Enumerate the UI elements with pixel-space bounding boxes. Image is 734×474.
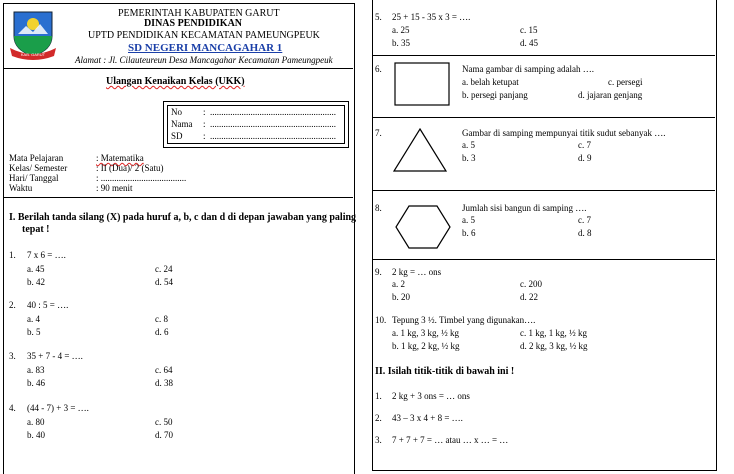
id-dots-sd[interactable]: ........................................................ — [210, 131, 336, 141]
option-b[interactable]: b. 46 — [27, 378, 45, 388]
option-d[interactable]: d. 2 kg, 3 kg, ½ kg — [520, 341, 588, 351]
question-number: 2. — [9, 300, 16, 310]
square-icon — [394, 62, 450, 106]
id-sep-sd: : — [203, 131, 206, 141]
unit-name: UPTD PENDIDIKAN KECAMATAN PAMEUNGPEUK — [88, 30, 320, 41]
option-a[interactable]: a. 4 — [27, 314, 40, 324]
section2-title: II. Isilah titik-titik di bawah ini ! — [375, 366, 515, 377]
option-b[interactable]: b. 5 — [27, 327, 41, 337]
gov-name: PEMERINTAH KABUPATEN GARUT — [118, 8, 280, 19]
info-value-time: : 90 menit — [96, 183, 133, 193]
divider — [372, 55, 715, 56]
id-label-sd: SD — [171, 131, 183, 141]
section1-instruction: I. Berilah tanda silang (X) pada huruf a, b, c dan d di depan jawaban yang paling — [9, 212, 357, 223]
option-c[interactable]: c. 7 — [578, 140, 591, 150]
option-c[interactable]: c. 200 — [520, 279, 542, 289]
option-c[interactable]: c. 24 — [155, 264, 173, 274]
id-label-no: No — [171, 107, 182, 117]
option-c[interactable]: c. 8 — [155, 314, 168, 324]
option-a[interactable]: a. belah ketupat — [462, 77, 519, 87]
info-value-date: : ...................................... — [96, 173, 187, 183]
option-b[interactable]: b. 1 kg, 2 kg, ½ kg — [392, 341, 460, 351]
divider — [372, 117, 715, 118]
option-a[interactable]: a. 2 — [392, 279, 405, 289]
question-text: 25 + 15 - 35 x 3 = …. — [392, 12, 471, 22]
left-page — [0, 0, 355, 466]
info-label-subject: Mata Pelajaran — [9, 153, 64, 163]
school-address: Alamat : Jl. Cilauteureun Desa Mancagahar Kecamatan Pameungpeuk — [75, 55, 333, 65]
option-b[interactable]: b. 40 — [27, 430, 45, 440]
question-text: Nama gambar di samping adalah …. — [462, 64, 594, 74]
option-a[interactable]: a. 5 — [462, 140, 475, 150]
option-c[interactable]: c. 15 — [520, 25, 538, 35]
item-text: 7 + 7 + 7 = … atau … x … = … — [392, 435, 509, 445]
id-dots-no[interactable]: ........................................................ — [210, 107, 336, 117]
option-d[interactable]: d. 9 — [578, 153, 592, 163]
item-number: 3. — [375, 435, 382, 445]
option-b[interactable]: b. 3 — [462, 153, 476, 163]
id-dots-name[interactable]: ........................................................ — [210, 119, 336, 129]
option-d[interactable]: d. 8 — [578, 228, 592, 238]
info-label-class: Kelas/ Semester — [9, 163, 68, 173]
question-text: (44 - 7) + 3 = …. — [27, 403, 89, 413]
option-b[interactable]: b. 20 — [392, 292, 410, 302]
option-c[interactable]: c. 64 — [155, 365, 173, 375]
item-number: 2. — [375, 413, 382, 423]
item-text: 43 – 3 x 4 + 8 = …. — [392, 413, 463, 423]
option-c[interactable]: c. 50 — [155, 417, 173, 427]
divider — [372, 190, 715, 191]
right-page — [372, 0, 717, 466]
option-b[interactable]: b. persegi panjang — [462, 90, 528, 100]
id-sep-no: : — [203, 107, 206, 117]
question-number: 5. — [375, 12, 382, 22]
option-a[interactable]: a. 83 — [27, 365, 45, 375]
school-name: SD NEGERI MANCAGAHAR 1 — [128, 42, 283, 54]
exam-title: Ulangan Kenaikan Kelas (UKK) — [106, 76, 245, 87]
info-label-time: Waktu — [9, 183, 33, 193]
option-c[interactable]: c. 1 kg, 1 kg, ½ kg — [520, 328, 587, 338]
option-d[interactable]: d. 22 — [520, 292, 538, 302]
option-b[interactable]: b. 6 — [462, 228, 476, 238]
info-value-class: : II (Dua)/ 2 (Satu) — [96, 163, 164, 173]
district-logo-icon — [8, 8, 58, 60]
option-a[interactable]: a. 25 — [392, 25, 410, 35]
option-d[interactable]: d. 45 — [520, 38, 538, 48]
option-c[interactable]: c. 7 — [578, 215, 591, 225]
question-number: 10. — [375, 315, 387, 325]
option-d[interactable]: d. 6 — [155, 327, 169, 337]
question-text: Jumlah sisi bangun di samping …. — [462, 203, 587, 213]
option-d[interactable]: d. jajaran genjang — [578, 90, 643, 100]
header-divider — [3, 68, 353, 69]
question-text: 2 kg = … ons — [392, 267, 442, 277]
section1-instruction-cont: tepat ! — [22, 224, 50, 235]
question-number: 7. — [375, 128, 382, 138]
option-d[interactable]: d. 54 — [155, 277, 173, 287]
item-text: 2 kg + 3 ons = … ons — [392, 391, 470, 401]
dept-name: DINAS PENDIDIKAN — [143, 18, 243, 29]
option-d[interactable]: d. 70 — [155, 430, 173, 440]
question-number: 8. — [375, 203, 382, 213]
divider — [372, 259, 715, 260]
question-number: 1. — [9, 250, 16, 260]
option-c[interactable]: c. persegi — [608, 77, 643, 87]
question-number: 9. — [375, 267, 382, 277]
question-text: 35 + 7 - 4 = …. — [27, 351, 83, 361]
option-a[interactable]: a. 80 — [27, 417, 45, 427]
question-text: 7 x 6 = …. — [27, 250, 66, 260]
question-text: Tepung 3 ½. Timbel yang digunakan…. — [392, 315, 536, 325]
info-value-subject: : Matematika — [96, 153, 144, 163]
option-a[interactable]: a. 45 — [27, 264, 45, 274]
question-text: 40 : 5 = …. — [27, 300, 69, 310]
question-number: 4. — [9, 403, 16, 413]
question-text: Gambar di samping mempunyai titik sudut sebanyak …. — [462, 128, 666, 138]
info-label-date: Hari/ Tanggal — [9, 173, 59, 183]
option-b[interactable]: b. 35 — [392, 38, 410, 48]
option-d[interactable]: d. 38 — [155, 378, 173, 388]
id-sep-name: : — [203, 119, 206, 129]
triangle-icon — [392, 127, 448, 173]
logo-ribbon-text: KAB. GARUT — [20, 52, 46, 57]
question-number: 6. — [375, 64, 382, 74]
option-a[interactable]: a. 1 kg, 3 kg, ½ kg — [392, 328, 459, 338]
id-label-name: Nama — [171, 119, 193, 129]
hexagon-icon — [394, 204, 452, 250]
item-number: 1. — [375, 391, 382, 401]
question-number: 3. — [9, 351, 16, 361]
info-divider — [3, 197, 353, 198]
option-b[interactable]: b. 42 — [27, 277, 45, 287]
option-a[interactable]: a. 5 — [462, 215, 475, 225]
